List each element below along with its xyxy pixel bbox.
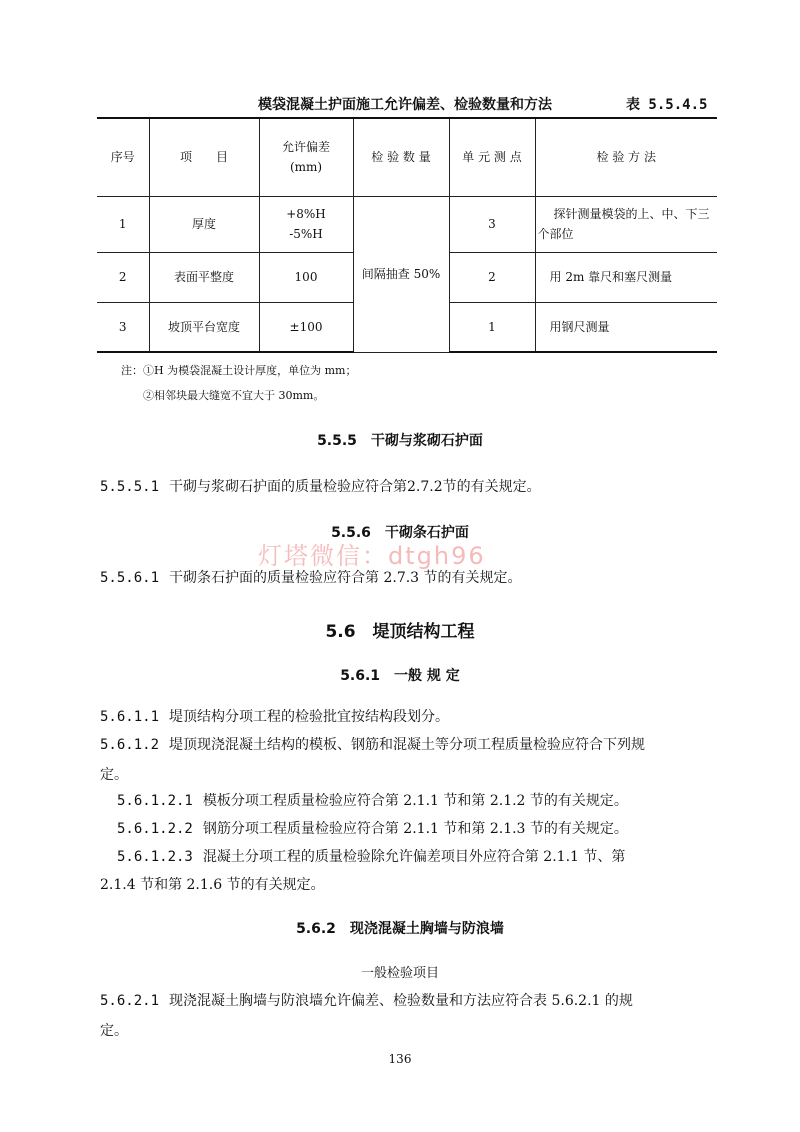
table-note: 注：①H 为模袋混凝土设计厚度，单位为 mm；: [121, 364, 357, 377]
clause-number: 5.6.2.1: [100, 993, 160, 1009]
section-title: 5.6.2 现浇混凝土胸墙与防浪墙: [296, 921, 504, 937]
header-points: 单 元 测 点: [449, 118, 535, 196]
clause-text: 堤顶现浇混凝土结构的模板、钢筋和混凝土等分项工程质量检验应符合下列规: [169, 737, 646, 753]
row-tolerance: [259, 196, 353, 252]
row-method-line2: 个部位: [537, 227, 574, 241]
row-item: 表面平整度: [149, 252, 259, 302]
row-points: 3: [449, 196, 535, 252]
section-title: 5.5.5 干砌与浆砌石护面: [317, 433, 483, 449]
shared-quantity-cell: 间隔抽查 50%: [353, 196, 449, 352]
clause-text-continued: 定。: [100, 1023, 128, 1039]
sub-clause: [117, 786, 628, 816]
table-note: ②相邻块最大缝宽不宜大于 30mm。: [143, 389, 325, 402]
table-row: [97, 196, 717, 252]
clause-number: 5.6.1.1: [100, 709, 160, 725]
sub-clause: [117, 814, 628, 844]
header-tolerance: [259, 118, 353, 196]
row-method: 用钢尺测量: [535, 302, 717, 352]
clause-text: 混凝土分项工程的质量检验除允许偏差项目外应符合第 2.1.1 节、第: [202, 849, 626, 865]
header-quantity: 检 验 数 量: [353, 118, 449, 196]
clause-number: 5.6.1.2.3: [117, 849, 193, 865]
table-caption: 模袋混凝土护面施工允许偏差、检验数量和方法: [258, 97, 552, 113]
clause-text-continued: 定。: [100, 767, 128, 783]
clause: [100, 986, 720, 1046]
clause: [100, 472, 541, 502]
row-points: 2: [449, 252, 535, 302]
row-no: 1: [97, 196, 149, 252]
row-method: [535, 196, 717, 252]
clause-number: 5.5.6.1: [100, 570, 160, 586]
sub-heading: 一般检验项目: [360, 966, 439, 981]
clause: [100, 702, 449, 732]
header-method: 检 验 方 法: [535, 118, 717, 196]
clause-text: 堤顶结构分项工程的检验批宜按结构段划分。: [169, 709, 450, 725]
row-tolerance-lower: -5%H: [289, 227, 323, 241]
sub-clause: [117, 842, 625, 872]
chapter-title: 5.6 堤顶结构工程: [325, 622, 475, 642]
row-points: 1: [449, 302, 535, 352]
clause-number: 5.6.1.2.1: [117, 793, 193, 809]
header-item: 项 目: [149, 118, 259, 196]
row-method: 用 2m 靠尺和塞尺测量: [535, 252, 717, 302]
header-no: 序号: [97, 118, 149, 196]
section-title: 5.6.1 一般 规 定: [340, 668, 460, 684]
clause-text: 干砌条石护面的质量检验应符合第 2.7.3 节的有关规定。: [169, 570, 522, 586]
row-no: 2: [97, 252, 149, 302]
clause-text: 现浇混凝土胸墙与防浪墙允许偏差、检验数量和方法应符合表 5.6.2.1 的规: [169, 993, 633, 1009]
row-tolerance: 100: [259, 252, 353, 302]
row-item: 坡顶平台宽度: [149, 302, 259, 352]
clause-text: 干砌与浆砌石护面的质量检验应符合第2.7.2节的有关规定。: [169, 479, 541, 495]
row-tolerance-upper: +8%H: [286, 207, 326, 221]
section-title: 5.5.6 干砌条石护面: [331, 525, 469, 541]
row-item: 厚度: [149, 196, 259, 252]
page-number: 136: [388, 1052, 412, 1066]
clause-text: 钢筋分项工程质量检验应符合第 2.1.1 节和第 2.1.3 节的有关规定。: [202, 821, 628, 837]
table-number: 表 5.5.4.5: [626, 97, 708, 113]
tolerance-table: [97, 117, 717, 353]
clause-number: 5.5.5.1: [100, 479, 160, 495]
table-header-row: [97, 118, 717, 196]
watermark: 灯塔微信：dtgh96: [258, 542, 486, 570]
header-tolerance-label: 允许偏差: [281, 140, 330, 155]
clause-text: 模板分项工程质量检验应符合第 2.1.1 节和第 2.1.2 节的有关规定。: [202, 793, 628, 809]
clause: [100, 730, 720, 790]
clause: [100, 563, 522, 593]
row-tolerance: ±100: [259, 302, 353, 352]
row-method-line1: 探针测量模袋的上、中、下三: [553, 207, 710, 221]
sub-clause-continued: 2.1.4 节和第 2.1.6 节的有关规定。: [100, 877, 325, 893]
header-tolerance-unit: (mm): [289, 160, 323, 175]
clause-number: 5.6.1.2.2: [117, 821, 193, 837]
row-no: 3: [97, 302, 149, 352]
clause-number: 5.6.1.2: [100, 737, 160, 753]
